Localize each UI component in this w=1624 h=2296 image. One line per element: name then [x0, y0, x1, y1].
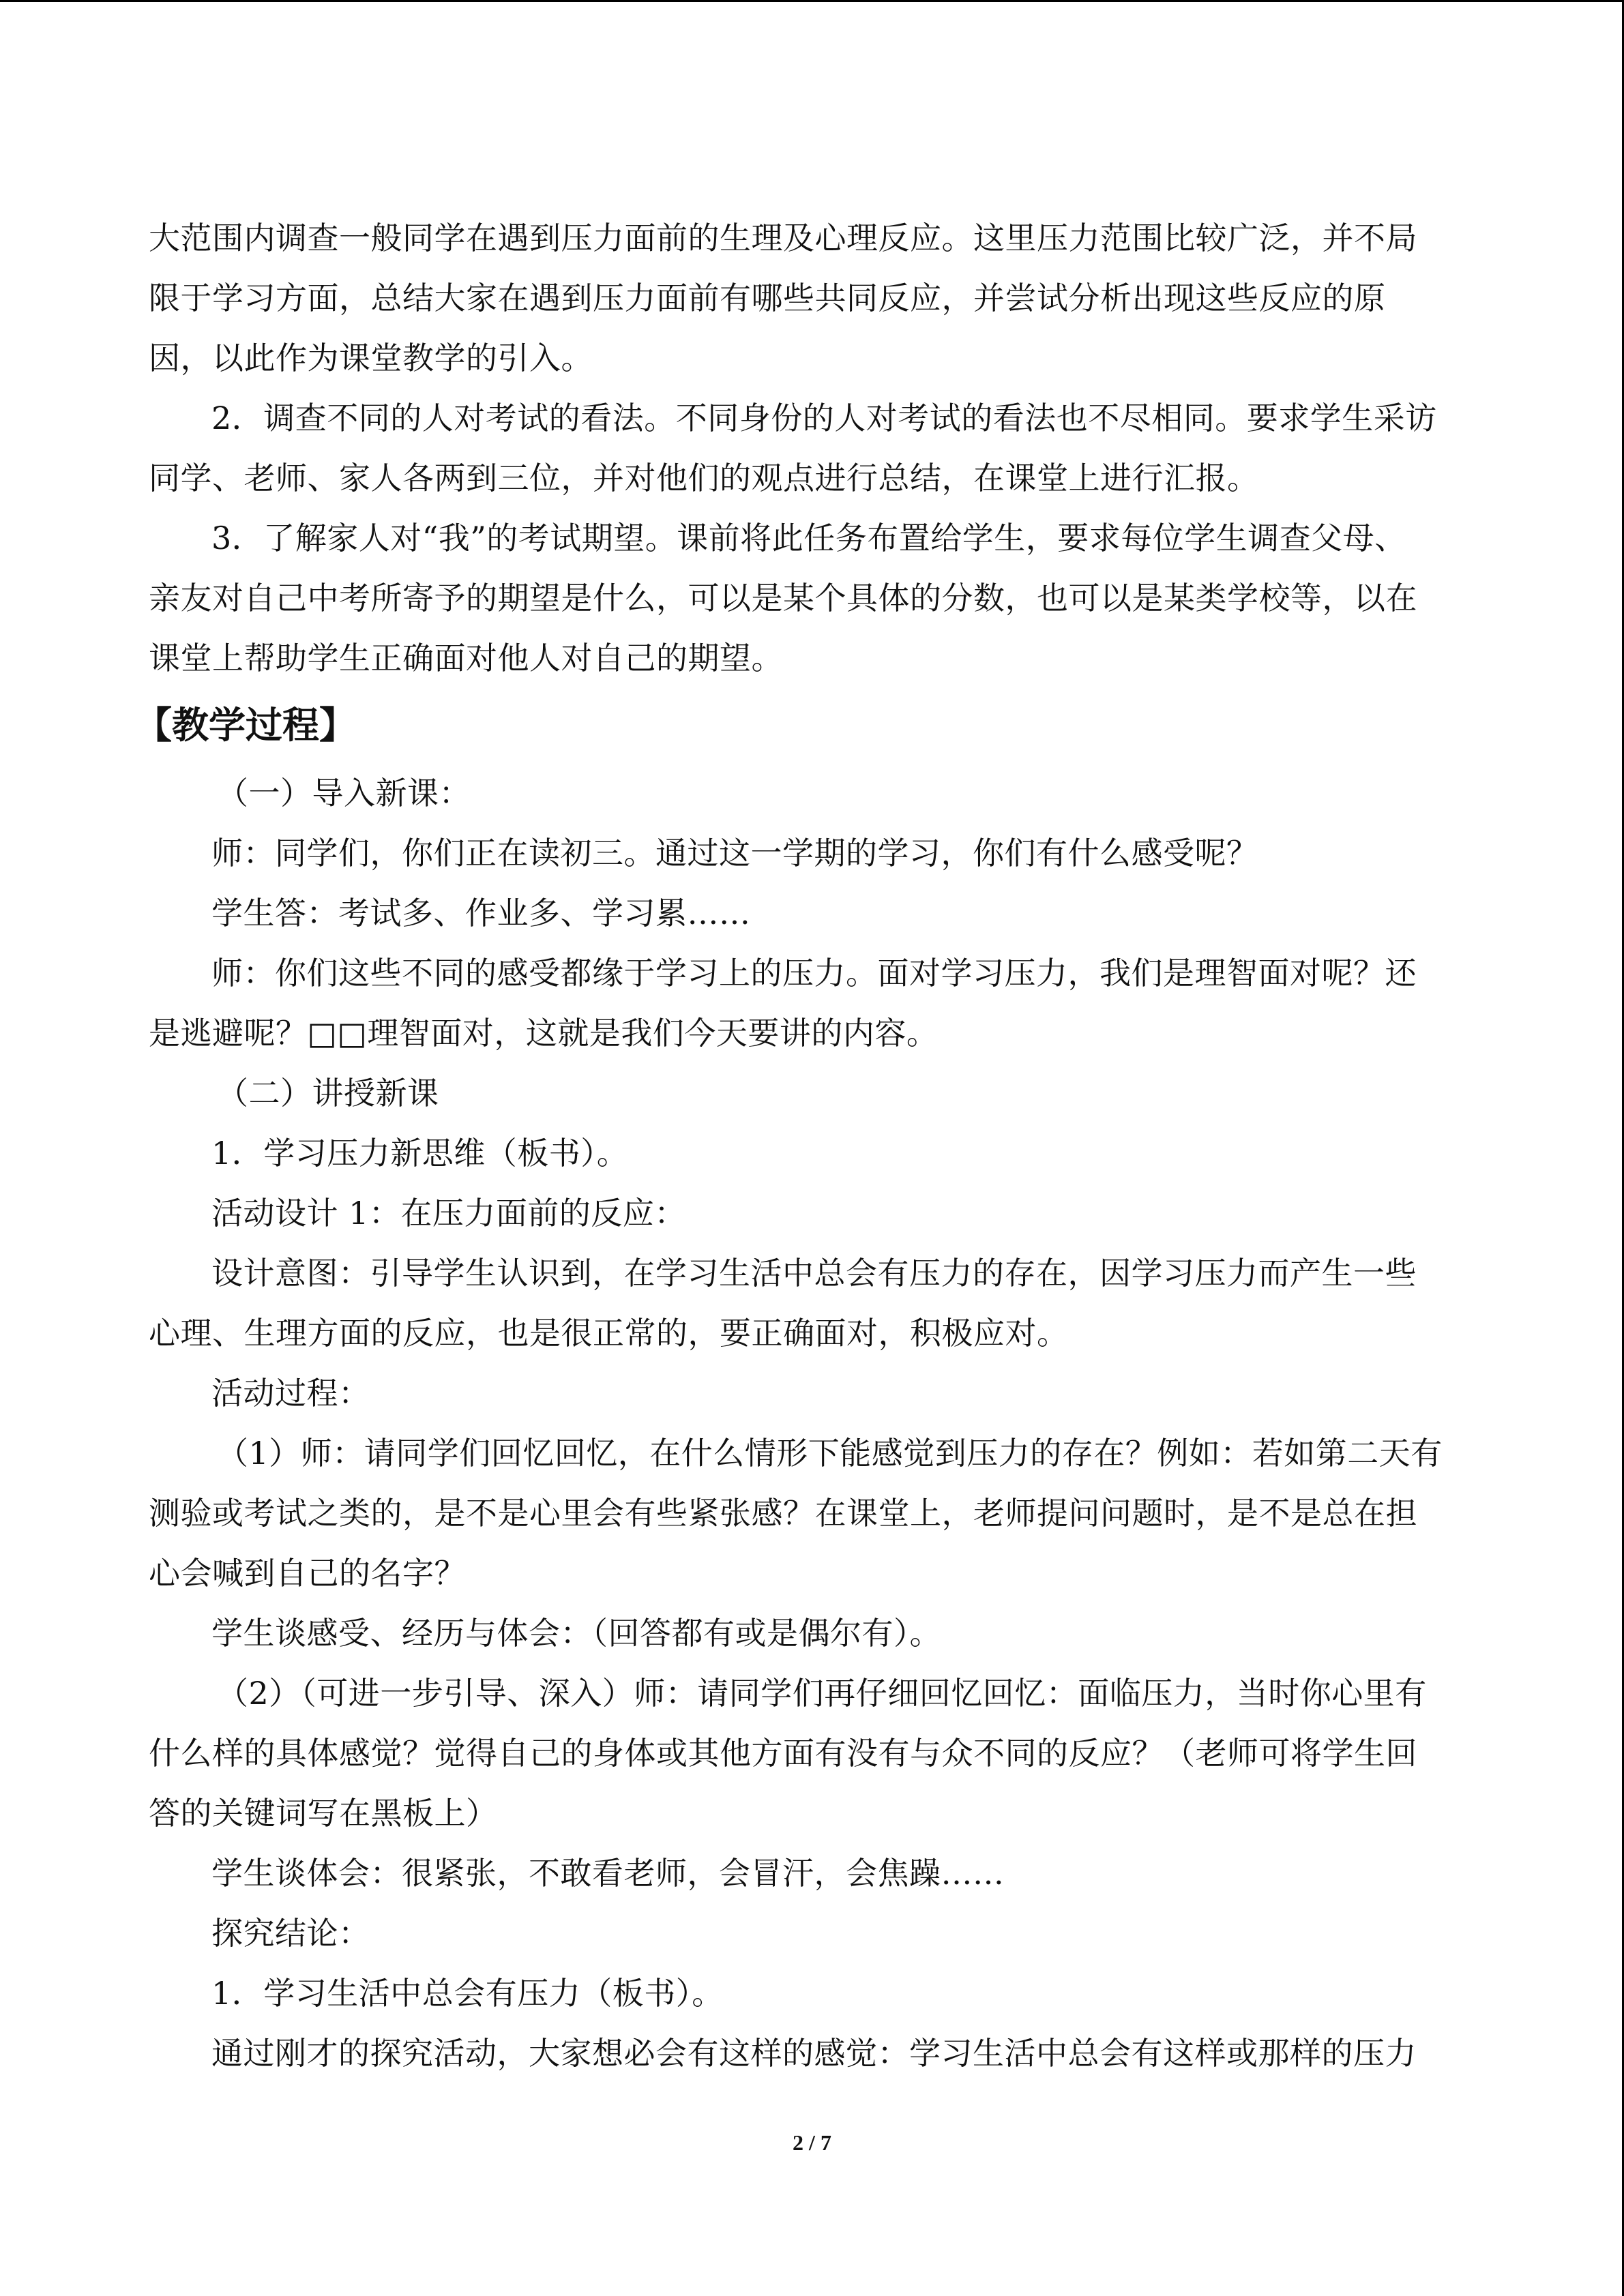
paragraph-line: 心理、生理方面的反应，也是很正常的，要正确面对，积极应对。 [149, 1315, 1069, 1352]
paragraph-line: 1．学习压力新思维（板书）。 [211, 1135, 629, 1172]
paragraph-line: 3．了解家人对“我”的考试期望。课前将此任务布置给学生，要求每位学生调查父母、 [211, 520, 1406, 556]
paragraph-line: 测验或考试之类的，是不是心里会有些紧张感？在课堂上，老师提问问题时，是不是总在担 [149, 1495, 1417, 1532]
paragraph-line: 心会喊到自己的名字？ [149, 1555, 466, 1592]
paragraph-line: 亲友对自己中考所寄予的期望是什么，可以是某个具体的分数，也可以是某类学校等，以在 [149, 580, 1417, 616]
paragraph-line: 答的关键词写在黑板上） [149, 1795, 498, 1832]
subsection-title: （一）导入新课： [217, 775, 471, 811]
paragraph-line: 同学、老师、家人各两到三位，并对他们的观点进行总结，在课堂上进行汇报。 [149, 460, 1259, 496]
paragraph-line: 1．学习生活中总会有压力（板书）。 [211, 1975, 724, 2012]
paragraph-line: 探究结论： [211, 1915, 370, 1952]
paragraph-line: 活动过程： [211, 1375, 370, 1412]
page-number: 2 / 7 [793, 2130, 831, 2155]
paragraph-line: 什么样的具体感觉？觉得自己的身体或其他方面有没有与众不同的反应？（老师可将学生回 [149, 1735, 1417, 1772]
paragraph-line: 设计意图：引导学生认识到，在学习生活中总会有压力的存在，因学习压力而产生一些 [211, 1255, 1417, 1292]
subsection-title: （二）讲授新课 [217, 1075, 439, 1112]
section-heading: 【教学过程】 [135, 704, 356, 747]
paragraph-line: （2）（可进一步引导、深入）师：请同学们再仔细回忆回忆：面临压力，当时你心里有 [217, 1675, 1427, 1712]
paragraph-line: 因，以此作为课堂教学的引入。 [149, 340, 593, 376]
paragraph-line: 师：同学们，你们正在读初三。通过这一学期的学习，你们有什么感受呢？ [211, 835, 1258, 871]
paragraph-line: 学生谈感受、经历与体会：（回答都有或是偶尔有）。 [211, 1615, 941, 1652]
paragraph-line: 师：你们这些不同的感受都缘于学习上的压力。面对学习压力，我们是理智面对呢？还 [211, 955, 1417, 992]
paragraph-line: 限于学习方面，总结大家在遇到压力面前有哪些共同反应，并尝试分析出现这些反应的原 [149, 280, 1386, 316]
paragraph-line: 课堂上帮助学生正确面对他人对自己的期望。 [149, 640, 783, 676]
paragraph-line: 大范围内调查一般同学在遇到压力面前的生理及心理反应。这里压力范围比较广泛，并不局 [149, 220, 1417, 256]
paragraph-line: 2．调查不同的人对考试的看法。不同身份的人对考试的看法也不尽相同。要求学生采访 [211, 400, 1437, 436]
paragraph-line: 学生谈体会：很紧张，不敢看老师，会冒汗，会焦躁…… [211, 1855, 1005, 1892]
document-body [135, 208, 1486, 2083]
paragraph-line: 通过刚才的探究活动，大家想必会有这样的感觉：学习生活中总会有这样或那样的压力 [211, 2035, 1417, 2072]
paragraph-line: 活动设计 1：在压力面前的反应： [211, 1195, 686, 1232]
paragraph-line: 学生答：考试多、作业多、学习累…… [211, 895, 751, 931]
paragraph-line: （1）师：请同学们回忆回忆，在什么情形下能感觉到压力的存在？例如：若如第二天有 [217, 1435, 1443, 1472]
paragraph-line: 是逃避呢？□□理智面对，这就是我们今天要讲的内容。 [149, 1015, 939, 1052]
